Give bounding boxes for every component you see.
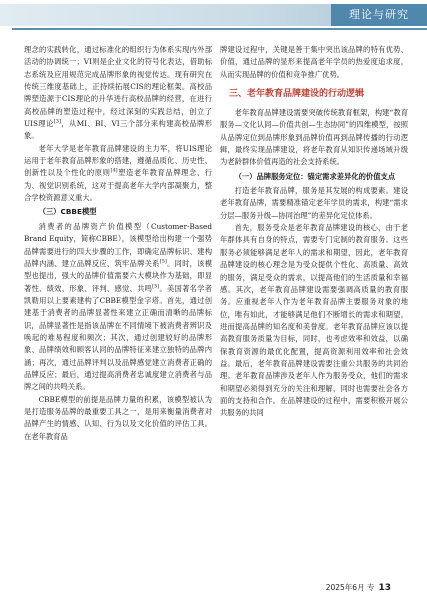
issue-date: 2025年6月 专 — [325, 583, 375, 592]
paragraph: 老年大学是老年教育品牌建设的主力军，将UIS理论运用于老年教育品牌形象的搭建，遵循品质化、历史性、创新性以及个性化的原则[4]塑造老年教育品牌理念、行为、视觉识别系统，这对于提高老年大学内部凝聚力，整合学校资源意义重大。 — [24, 143, 213, 203]
paragraph: 老年教育品牌建设需要突破传统教育框架，构建“教育服务—文化认同—价值共创—生态协同”的四维模型，按照从品牌定位到品牌形象到品牌价值再到品牌传播的行动逻辑，最终实现品牌建设，将老年教育从知识传递场域升级为老龄群体价值再造的社会支持系统。 — [220, 108, 408, 167]
header-rule — [12, 28, 427, 30]
paragraph: CBBE模型的前提是品牌力量的积累，该模型被认为是打造服务品牌的最重要工具之一，是用来衡量消费者对品牌产生的情感、认知、行为以及文化价值的评估工具。在老年教育品 — [24, 394, 212, 441]
page-number: 13 — [378, 583, 391, 593]
section-heading: 三、老年教育品牌建设的行动逻辑 — [229, 89, 365, 100]
subsection-heading: （一）品牌服务定位：锚定需求差异化的价值支点 — [234, 171, 396, 181]
paragraph: 理念的实践转化，通过标准化的组织行为体系实现内外部活动的协调统一；VI则是企业文化的符号化表达，借助标志系统及应用规范完成品牌形象的视觉传达。现有研究在传统三维度基础上，正持续拓展CIS的理论框架。高校品牌塑造源于CIS理论的升华进行高校品牌的经营，在进行高校品牌的塑造过程中，经过深刻的实践总结，创立了UIS理论[3]，从MI、BI、VI三个部分来构建高校品牌形象。 — [24, 45, 213, 141]
right-column — [220, 44, 408, 420]
paragraph: 打造老年教育品牌，服务是其发展的构成要素。建设老年教育品牌，需要精准锚定老年学员的需求，构建“需求分层—服务升级—协同治理”的差异化定位体系。 — [220, 186, 408, 220]
paragraph: 消费者的品牌资产价值模型（Customer-Based Brand Equity，简称CBBE），该模型给出构建一个强势品牌需要进行的四大步骤的工作，即确定品牌标识、建构品牌内涵、建立品牌反应、筑牢品牌关系[5]。同时，该模型也提出，强大的品牌价值需要六大模块作为基础，即显著性、绩效、形象、评判、感觉、共鸣[5]。美国著名学者凯勒用以上要素建构了CBBE模型金字塔。首先，通过创建基于消费者的品牌显著性来建立正确而清晰的品牌标识，品牌显著性是指该品牌在不同情境下被消费者辨识及唤起的难易程度和频次；其次，通过创建较好的品牌形象、品牌绩效和顾客认同的品牌特征来建立独特的品牌内涵；再次，通过品牌评判以及品牌感觉建立消费者正确的品牌反应；最后，通过提高消费者忠诚度建立消费者与品牌之间的共鸣关系。 — [24, 221, 213, 392]
paragraph: 首先，服务受众是老年教育品牌建设的核心，由于老年群体具有自身的特点，需要专门定制的教育服务。这些服务必须能够满足老年人的需求和期望，因此，老年教育品牌建设的核心理念是为受众提供个性化、高质量、高效的服务，满足受众的需求，以提高他们的生活质量和幸福感。其次，老年教育品牌建设需要强调高质量的教育服务。应重视老年人作为老年教育品牌主要服务对象的地位，唯有如此，才能够满足他们不断增长的需求和期望，进而提高品牌的知名度和美誉度。老年教育品牌应该以提高教育服务质量为目标，同时，也考虑效率和效益，以确保教育资源的最优化配置，提高资源利用效率和社会效益。最后，老年教育品牌建设需要注重公共服务的共同治理。老年教育品牌涉及老年人作为服务受众，他们的需求和期望必须得到充分的关注和理解，同时也需要社会各方面的支持和合作。在品牌建设的过程中，需要积极开展公共服务的共同 — [220, 223, 408, 418]
subsection-heading: （三）CBBE模型 — [38, 207, 97, 217]
paragraph: 牌建设过程中，关键是善于集中突出该品牌的特有优势、价值，通过品牌的显形来提高老年学员的热爱度追求度，从而实现品牌的价值和竞争推广优势。 — [220, 45, 408, 79]
page-footer — [326, 582, 391, 593]
left-column — [24, 44, 212, 443]
section-tag: 理论与研究 — [331, 4, 427, 26]
page-header — [0, 0, 427, 45]
